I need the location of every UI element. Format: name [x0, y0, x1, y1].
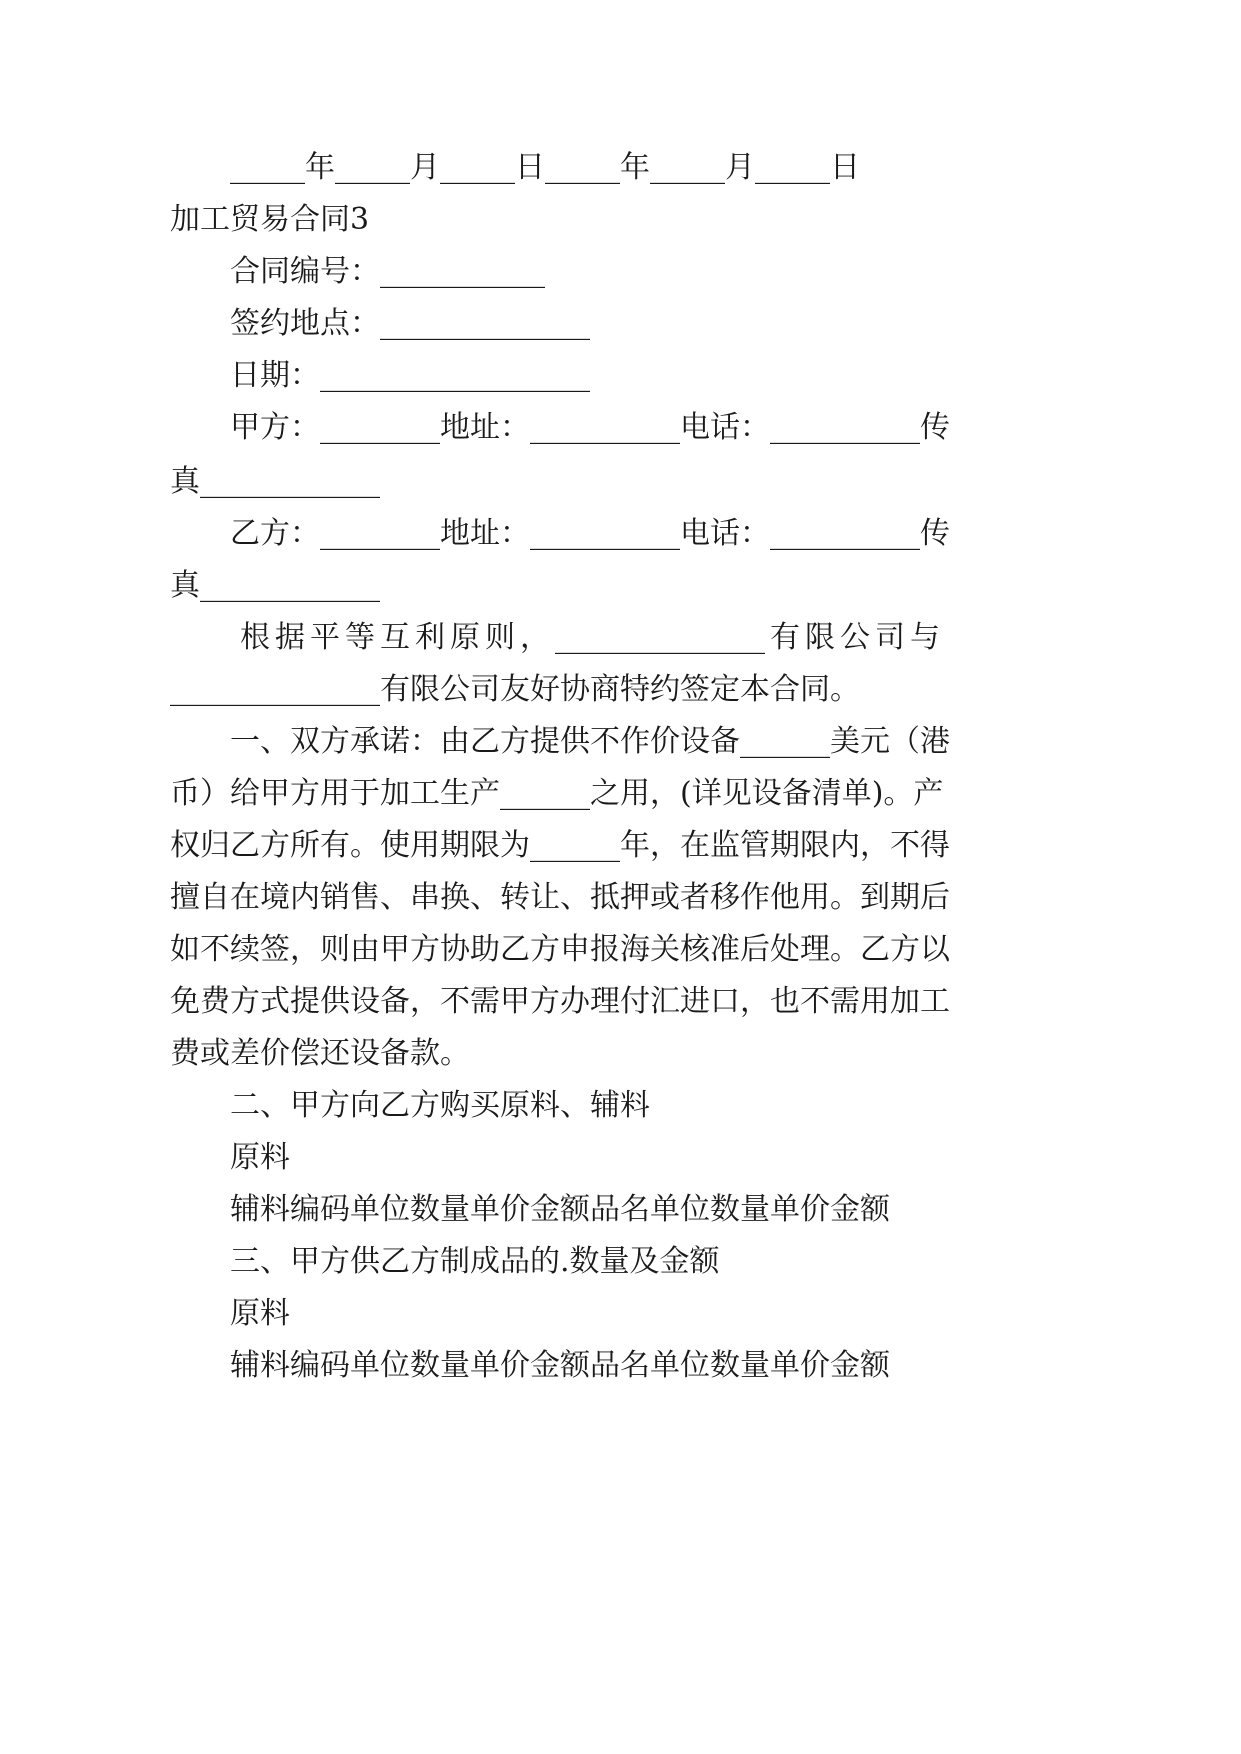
preamble-line-1: 根据平等互利原则，______________有限公司与: [240, 620, 940, 655]
clause-1-line: 费或差价偿还设备款。: [170, 1036, 470, 1071]
document-title: 加工贸易合同3: [170, 202, 370, 237]
clause-3-table-header: 辅料编码单位数量单价金额品名单位数量单价金额: [230, 1348, 890, 1383]
clause-1-line: 权归乙方所有。使用期限为______年，在监管期限内，不得: [170, 828, 950, 863]
clause-1-line: 如不续签，则由甲方协助乙方申报海关核准后处理。乙方以: [170, 932, 950, 967]
date-line: _____年_____月_____日_____年_____月_____日: [230, 150, 860, 185]
party-b-line: 乙方：________地址：__________电话：__________传: [230, 516, 950, 551]
clause-1-line: 免费方式提供设备，不需甲方办理付汇进口，也不需用加工: [170, 984, 950, 1019]
signing-place-field: 签约地点：______________: [230, 306, 590, 341]
clause-1-line: 一、双方承诺：由乙方提供不作价设备______美元（港: [230, 724, 950, 759]
clause-1-line: 擅自在境内销售、串换、转让、抵押或者移作他用。到期后: [170, 880, 950, 915]
date-field: 日期：__________________: [230, 358, 590, 393]
clause-3-subheading: 原料: [230, 1296, 290, 1331]
contract-number-field: 合同编号：___________: [230, 254, 545, 289]
clause-1-line: 币）给甲方用于加工生产______之用，(详见设备清单)。产: [170, 776, 944, 811]
clause-2-subheading: 原料: [230, 1140, 290, 1175]
clause-2-table-header: 辅料编码单位数量单价金额品名单位数量单价金额: [230, 1192, 890, 1227]
party-a-line: 甲方：________地址：__________电话：__________传: [230, 410, 950, 445]
party-b-fax: 真____________: [170, 568, 380, 603]
preamble-line-2: ______________有限公司友好协商特约签定本合同。: [170, 672, 860, 707]
clause-2-heading: 二、甲方向乙方购买原料、辅料: [230, 1088, 650, 1123]
party-a-fax: 真____________: [170, 464, 380, 499]
clause-3-heading: 三、甲方供乙方制成品的.数量及金额: [230, 1244, 720, 1279]
